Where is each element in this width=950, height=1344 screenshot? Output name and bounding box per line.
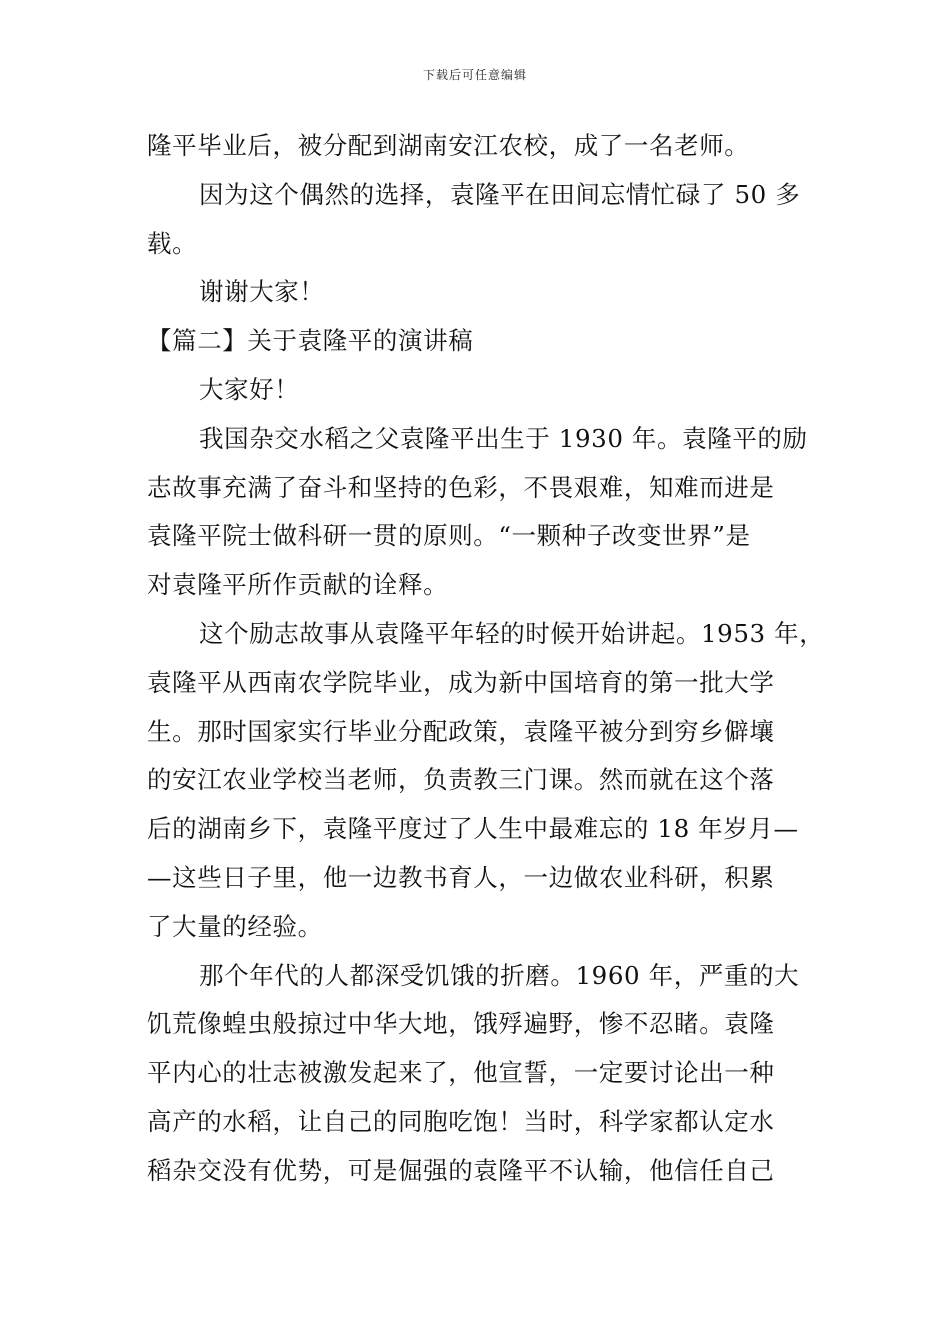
text-line: 隆平毕业后，被分配到湖南安江农校，成了一名老师。 <box>147 131 750 160</box>
section-heading: 【篇二】关于袁隆平的演讲稿 <box>147 326 474 356</box>
text-line: 饥荒像蝗虫般掠过中华大地，饿殍遍野，惨不忍睹。袁隆 <box>147 1009 775 1039</box>
text-line: 载。 <box>147 228 198 258</box>
text-line: —这些日子里，他一边教书育人，一边做农业科研，积累 <box>147 862 775 892</box>
text-line: 对袁隆平所作贡献的诠释。 <box>147 570 449 600</box>
text-line: 后的湖南乡下，袁隆平度过了人生中最难忘的 18 年岁月— <box>147 814 799 844</box>
text-line: 袁隆平院士做科研一贯的原则。“一颗种子改变世界”是 <box>147 521 751 551</box>
text-line: 志故事充满了奋斗和坚持的色彩，不畏艰难，知难而进是 <box>147 472 775 502</box>
text-line: 袁隆平从西南农学院毕业，成为新中国培育的第一批大学 <box>147 667 775 697</box>
text-line: 生。那时国家实行毕业分配政策，袁隆平被分到穷乡僻壤 <box>147 716 775 746</box>
text-line: 大家好！ <box>199 374 300 404</box>
text-line: 稻杂交没有优势，可是倔强的袁隆平不认输，他信任自己 <box>147 1155 775 1185</box>
page-header: 下载后可任意编辑 <box>422 68 527 82</box>
text-line: 那个年代的人都深受饥饿的折磨。1960 年，严重的大 <box>199 960 800 990</box>
text-line: 我国杂交水稻之父袁隆平出生于 1930 年。袁隆平的励 <box>199 423 808 453</box>
text-line: 谢谢大家！ <box>199 277 325 307</box>
text-line: 平内心的壮志被激发起来了，他宣誓，一定要讨论出一种 <box>147 1058 775 1088</box>
text-line: 因为这个偶然的选择，袁隆平在田间忘情忙碌了 50 多 <box>199 179 801 209</box>
text-line: 高产的水稻，让自己的同胞吃饱！当时，科学家都认定水 <box>147 1106 775 1136</box>
text-line: 的安江农业学校当老师，负责教三门课。然而就在这个落 <box>147 765 775 795</box>
text-line: 这个励志故事从袁隆平年轻的时候开始讲起。1953 年， <box>199 618 825 648</box>
document-body <box>147 122 827 1196</box>
text-line: 了大量的经验。 <box>147 911 323 941</box>
